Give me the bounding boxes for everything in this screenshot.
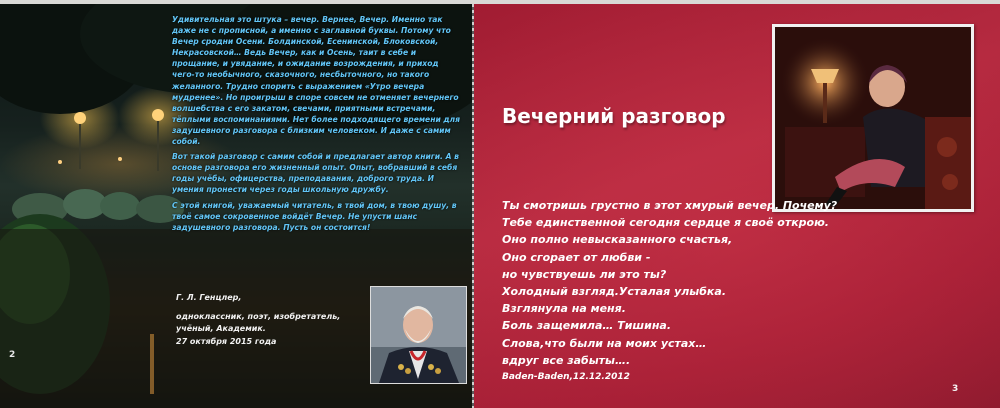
foreword-paragraph: С этой книгой, уважаемый читатель, в твой дом, в твою душу, в твоё самое сокровенное войдёт Вечер. Не упусти шанс задушевного разговора. Пусть он состоится! (172, 200, 457, 232)
poem-line: Холодный взгляд.Усталая улыбка. (502, 285, 726, 299)
page-number: 2 (9, 350, 16, 360)
poem-line: Ты смотришь грустно в этот хмурый вечер. Почему? (502, 199, 838, 212)
signature-line: одноклассник, поэт, изобретатель, (176, 311, 341, 321)
poem-title: Вечерний разговор (502, 104, 726, 128)
poem-line: вдруг все забыты…. (502, 353, 631, 367)
book-spread (0, 4, 1000, 408)
poem-line: Оно сгорает от любви - (502, 250, 651, 264)
poem-text (502, 197, 862, 369)
foreword-paragraph: Удивительная это штука – вечер. Вернее, Вечер. Именно так даже не с прописной, а именно с заглавной буквы. Потому что Вечер сродни Осени. Болдинской, Есенинской, Блоковской, Некрасовской… Ведь Вечер, как и Осень, таит в себе и прощание, и увядание, и ожидание возрождения, и приход чего-то необычного, сказочного, несбыточного, но такого желанного. Трудно спорить с выражением «Утро вечера мудренее». Но проигрыш в споре совсем не отменяет вечернего волшебства с его закатом, свечами, приятными встречами, тёплыми воспоминаниями. Нет более подходящего времени для задушевного разговора с близким человеком. И даже с самим собой. (172, 15, 460, 147)
signature-name: Г. Л. Генцлер, (176, 293, 242, 302)
place-date: Baden-Baden,12.12.2012 (502, 372, 630, 382)
author-photo (370, 286, 467, 384)
right-page (474, 4, 1000, 408)
poem-line: Оно полно невысказанного счастья, (502, 233, 733, 247)
poem-photo (772, 24, 974, 212)
poem-line: Боль защемила… Тишина. (502, 319, 672, 333)
left-page (0, 4, 472, 408)
signature-date: 27 октября 2015 года (176, 336, 277, 346)
poem-line: но чувствуешь ли это ты? (502, 267, 667, 281)
signature-line: учёный, Академик. (176, 324, 266, 333)
signature-block (176, 292, 376, 348)
page-number: 3 (952, 384, 959, 394)
poem-line: Тебе единственной сегодня сердце я своё открою. (502, 216, 829, 230)
foreword-paragraph: Вот такой разговор с самим собой и предлагает автор книги. А в основе разговора его жизненный опыт. Опыт, вобравший в себя годы учёбы, офицерства, преподавания, доброго труда. И умения пронести через годы школьную дружбу. (172, 152, 459, 195)
poem-line: Слова,что были на моих устах… (502, 336, 707, 350)
poem-line: Взглянула на меня. (502, 302, 626, 316)
foreword-text (172, 14, 462, 237)
